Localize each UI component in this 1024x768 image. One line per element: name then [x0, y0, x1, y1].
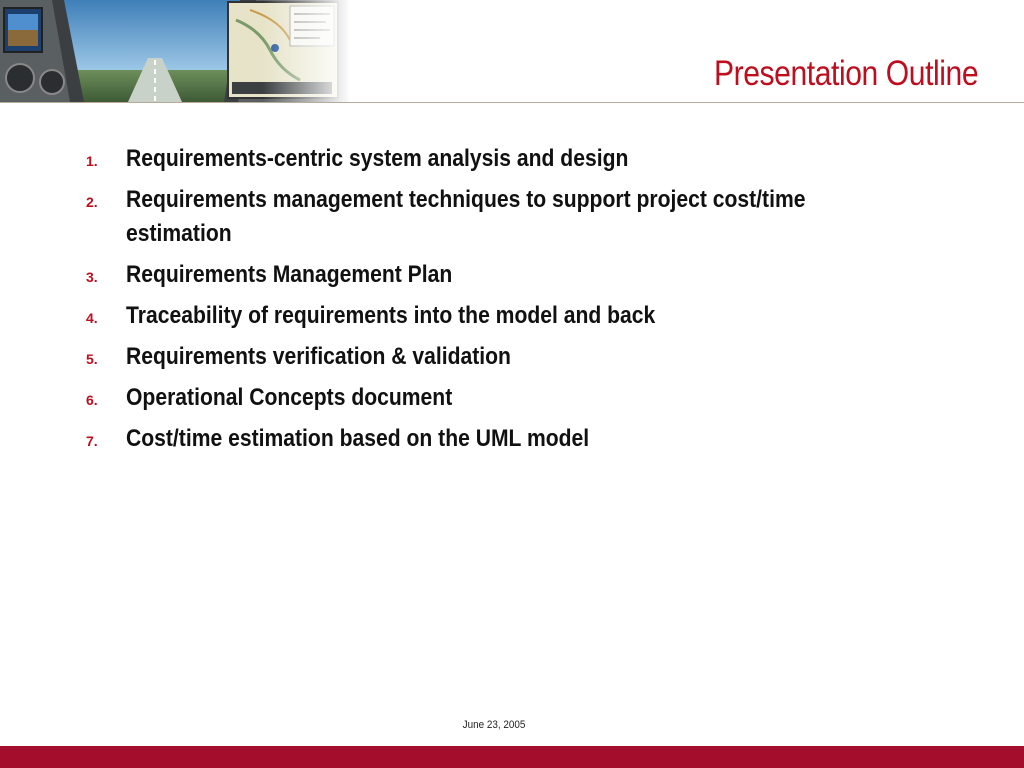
list-item-text: Traceability of requirements into the model and back	[126, 302, 656, 329]
list-item	[86, 422, 946, 456]
list-item-text: Cost/time estimation based on the UML model	[126, 425, 590, 452]
slide-title: Presentation Outline	[713, 54, 978, 93]
footer-bar	[0, 746, 1024, 768]
list-item-number: 5.	[86, 351, 98, 367]
list-item-number: 4.	[86, 310, 98, 326]
list-item-text: Requirements Management Plan	[126, 261, 453, 288]
list-item	[86, 183, 946, 251]
outline-list	[86, 142, 946, 463]
list-item-number: 3.	[86, 269, 98, 285]
list-item-text: Requirements management techniques to support project cost/time estimation	[126, 186, 806, 247]
list-item-text: Requirements-centric system analysis and design	[126, 145, 629, 172]
list-item	[86, 299, 946, 333]
list-item	[86, 381, 946, 415]
list-item	[86, 340, 946, 374]
header-divider	[0, 102, 1024, 103]
list-item-text: Operational Concepts document	[126, 384, 453, 411]
list-item	[86, 142, 946, 176]
list-item-number: 1.	[86, 153, 98, 169]
list-item-number: 7.	[86, 433, 98, 449]
list-item-number: 6.	[86, 392, 98, 408]
list-item	[86, 258, 946, 292]
cockpit-banner-image	[0, 0, 350, 102]
list-item-text: Requirements verification & validation	[126, 343, 511, 370]
list-item-number: 2.	[86, 194, 98, 210]
footer-date: June 23, 2005	[462, 719, 526, 731]
